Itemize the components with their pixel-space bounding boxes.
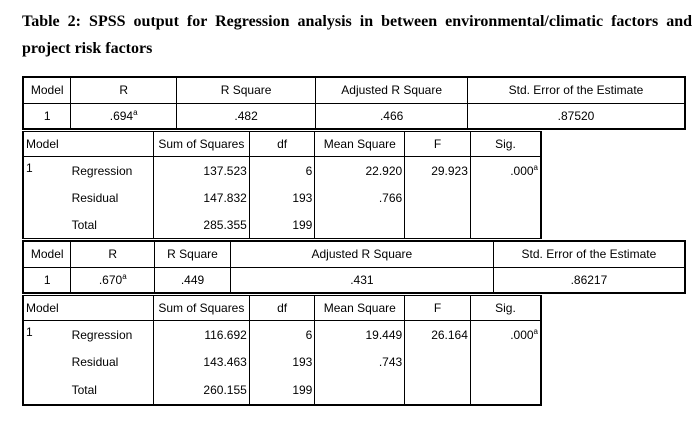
cell-model: 1 xyxy=(23,267,71,293)
anova-header-f: F xyxy=(405,132,471,157)
cell-model: 1 xyxy=(23,103,71,129)
anova-df: 199 xyxy=(249,212,315,239)
anova-header-model: Model xyxy=(23,132,153,157)
anova-row-label: Residual xyxy=(70,349,154,376)
anova-header-sig: Sig. xyxy=(470,132,541,157)
anova-sig xyxy=(470,376,541,405)
anova-table-1 xyxy=(22,131,542,239)
anova-df: 199 xyxy=(249,376,315,405)
anova-header-sig: Sig. xyxy=(470,296,541,321)
anova-f xyxy=(405,185,471,212)
model-summary-table-2 xyxy=(22,240,686,294)
anova-ms xyxy=(315,212,405,239)
anova-table-2 xyxy=(22,295,542,406)
cell-adjusted-r-square: .431 xyxy=(230,267,493,293)
anova-ms: .743 xyxy=(315,349,405,376)
anova-df: 193 xyxy=(249,349,315,376)
anova-sig: .000$^a$ xyxy=(470,321,541,349)
anova-ss: 137.523 xyxy=(153,157,249,185)
header-r-square: R Square xyxy=(176,77,315,103)
anova-df: 6 xyxy=(249,157,315,185)
anova-ms: 22.920 xyxy=(315,157,405,185)
anova-header-f: F xyxy=(405,296,471,321)
anova-ss: 260.155 xyxy=(153,376,249,405)
cell-std-error: .86217 xyxy=(493,267,685,293)
cell-r-square: .449 xyxy=(155,267,231,293)
anova-f xyxy=(405,349,471,376)
cell-std-error: .87520 xyxy=(467,103,685,129)
anova-header-df: df xyxy=(249,132,315,157)
header-model: Model xyxy=(23,241,71,267)
header-r: R xyxy=(71,77,176,103)
model-summary-table-1 xyxy=(22,76,686,130)
cell-r: .670$^a$ xyxy=(71,267,155,293)
anova-ss: 147.832 xyxy=(153,185,249,212)
anova-ss: 116.692 xyxy=(153,321,249,349)
anova-row-label: Total xyxy=(70,212,154,239)
header-std-error: Std. Error of the Estimate xyxy=(467,77,685,103)
anova-row-label: Residual xyxy=(70,185,154,212)
anova-header-mean-square: Mean Square xyxy=(315,296,405,321)
header-std-error: Std. Error of the Estimate xyxy=(493,241,685,267)
anova-row-label: Regression xyxy=(70,321,154,349)
cell-r: .694$^a$ xyxy=(71,103,176,129)
header-r: R xyxy=(71,241,155,267)
anova-ms: 19.449 xyxy=(315,321,405,349)
anova-df: 193 xyxy=(249,185,315,212)
cell-adjusted-r-square: .466 xyxy=(316,103,468,129)
header-adjusted-r-square: Adjusted R Square xyxy=(230,241,493,267)
anova-sig xyxy=(470,349,541,376)
anova-header-model: Model xyxy=(23,296,153,321)
header-model: Model xyxy=(23,77,71,103)
table-caption: Table 2: SPSS output for Regression analysis in between environmental/climatic factors and project risk factors xyxy=(22,13,692,57)
anova-sig: .000$^a$ xyxy=(470,157,541,185)
anova-header-mean-square: Mean Square xyxy=(315,132,405,157)
header-adjusted-r-square: Adjusted R Square xyxy=(316,77,468,103)
anova-f: 29.923 xyxy=(405,157,471,185)
anova-ms xyxy=(315,376,405,405)
anova-model-number: 1 xyxy=(23,321,70,405)
anova-df: 6 xyxy=(249,321,315,349)
anova-ss: 285.355 xyxy=(153,212,249,239)
anova-f xyxy=(405,212,471,239)
cell-r-square: .482 xyxy=(176,103,315,129)
anova-row-label: Regression xyxy=(70,157,154,185)
anova-header-df: df xyxy=(249,296,315,321)
anova-header-sum-of-squares: Sum of Squares xyxy=(153,132,249,157)
anova-sig xyxy=(470,185,541,212)
anova-model-number: 1 xyxy=(23,157,70,239)
header-r-square: R Square xyxy=(155,241,231,267)
anova-ss: 143.463 xyxy=(153,349,249,376)
anova-ms: .766 xyxy=(315,185,405,212)
anova-sig xyxy=(470,212,541,239)
anova-header-sum-of-squares: Sum of Squares xyxy=(153,296,249,321)
anova-row-label: Total xyxy=(70,376,154,405)
anova-f: 26.164 xyxy=(405,321,471,349)
anova-f xyxy=(405,376,471,405)
